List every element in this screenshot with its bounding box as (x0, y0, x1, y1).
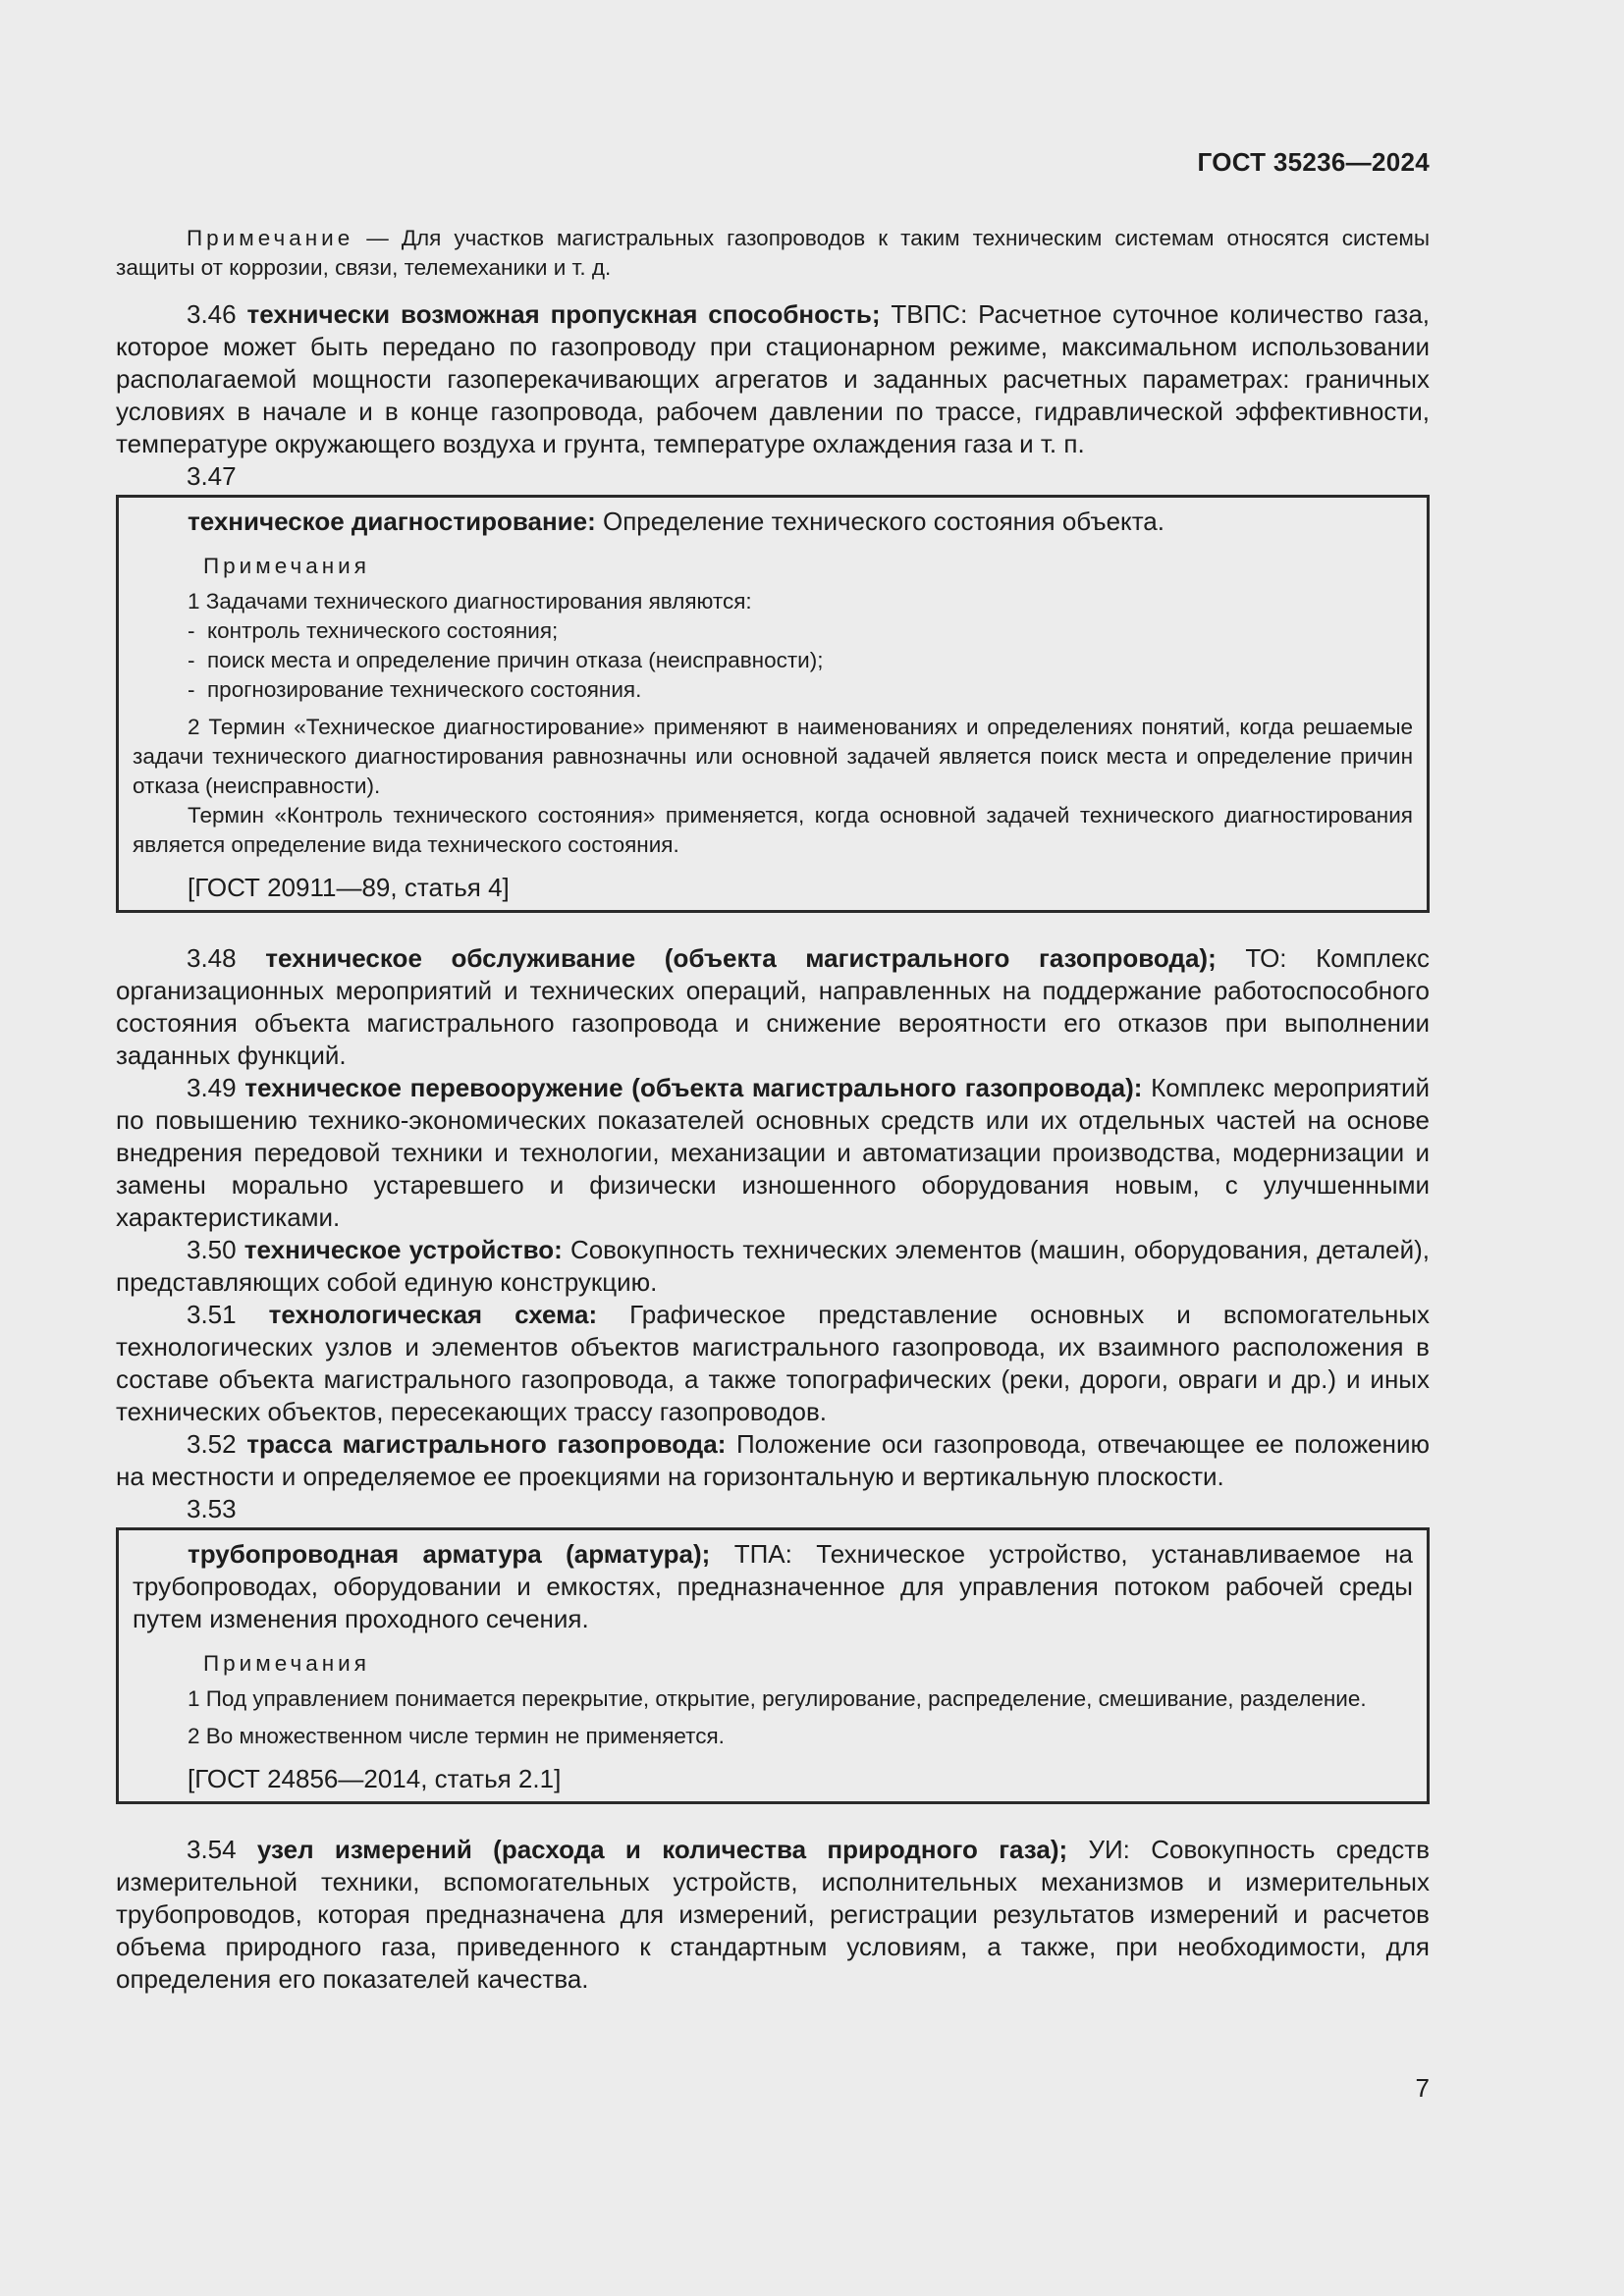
term-name: узел измерений (расхода и количества природного газа); (256, 1835, 1068, 1864)
term-definition: УИ: Совокупность средств измерительной техники, вспомогательных устройств, исполнительных механизмов и измерительных трубопроводов, которая предназначена для измерений, регистрации результатов измерений и расчетов объема природного газа, приведенного к стандартным условиям, а также, при необходимости, для определения его показателей качества. (116, 1835, 1431, 1994)
term-number: 3.49 (187, 1073, 245, 1102)
term-3-46 (116, 298, 1430, 460)
term-definition: Совокупность технических элементов (машин, оборудования, деталей), представляющих собой единую конструкцию. (116, 1235, 1430, 1297)
term-3-49 (116, 1072, 1430, 1234)
term-3-54 (116, 1834, 1430, 1996)
note-2: 2 Во множественном числе термин не применяется. (188, 1724, 725, 1748)
note-text: — Для участков магистральных газопроводов к таким техническим системам относятся системы защиты от коррозии, связи, телемеханики и т. д. (116, 226, 1430, 280)
term-definition: Положение оси газопровода, отвечающее ее положению на местности и определяемое ее проекциями на горизонтальную и вертикальную плоскости. (116, 1429, 1431, 1491)
term-name: техническое диагностирование: (188, 507, 596, 536)
source-reference: [ГОСТ 20911—89, статья 4] (188, 873, 510, 902)
term-definition: Определение технического состояния объекта. (595, 507, 1164, 536)
term-number: 3.54 (187, 1835, 257, 1864)
note-1-item-text: прогнозирование технического состояния. (207, 677, 642, 702)
term-definition: Комплекс мероприятий по повышению технико-экономических показателей основных средств или их отдельных частей на основе внедрения передовой техники и технологии, механизации и автоматизации производства, модернизации и замены морально устаревшего и физически изношенного оборудования новым, с улучшенными характеристиками. (116, 1073, 1430, 1232)
term-name: трасса магистрального газопровода: (246, 1429, 727, 1459)
term-number: 3.52 (187, 1429, 247, 1459)
dash-mark: - (188, 618, 195, 643)
note-1: 1 Под управлением понимается перекрытие, открытие, регулирование, распределение, смешивание, разделение. (188, 1686, 1367, 1711)
term-3-53-number: 3.53 (187, 1494, 237, 1523)
note-label: Примечание (187, 226, 354, 250)
dash-mark: - (188, 677, 195, 702)
note-1-item (133, 675, 1413, 705)
term-3-52 (116, 1428, 1430, 1493)
note-1-item (133, 646, 1413, 675)
term-3-50 (116, 1234, 1430, 1299)
term-number: 3.48 (187, 943, 266, 973)
term-3-51 (116, 1299, 1430, 1428)
term-number: 3.51 (187, 1300, 269, 1329)
term-number: 3.50 (187, 1235, 244, 1264)
term-3-53 (133, 1538, 1413, 1635)
source-reference: [ГОСТ 24856—2014, статья 2.1] (188, 1764, 562, 1793)
term-name: трубопроводная арматура (арматура); (188, 1539, 711, 1569)
quoted-term-box-3-47 (116, 495, 1430, 913)
term-3-48 (116, 942, 1430, 1072)
note-top (116, 224, 1430, 283)
notes-label: Примечания (203, 554, 370, 578)
term-name: техническое обслуживание (объекта магистрального газопровода); (265, 943, 1217, 973)
quoted-term-box-3-53 (116, 1527, 1430, 1804)
term-definition: ТО: Комплекс организационных мероприятий и технических операций, направленных на поддержание работоспособного состояния объекта магистрального газопровода и снижение вероятности его отказов при выполнении заданных функций. (116, 943, 1430, 1070)
note-1-intro: 1 Задачами технического диагностирования являются: (188, 589, 752, 614)
standard-number: ГОСТ 35236—2024 (1197, 147, 1430, 177)
term-name: техническое перевооружение (объекта магистрального газопровода): (244, 1073, 1143, 1102)
term-definition: ТВПС: Расчетное суточное количество газа, которое может быть передано по газопроводу при стационарном режиме, максимальном использовании располагаемой мощности газоперекачивающих агрегатов и заданных расчетных параметрах: граничных условиях в начале и в конце газопровода, рабочем давлении по трассе, гидравлической эффективности, температуре окружающего воздуха и грунта, температуре охлаждения газа и т. п. (116, 299, 1430, 458)
page-number: 7 (1415, 2073, 1430, 2103)
term-3-47 (133, 506, 1413, 538)
term-definition: ТПА: Техническое устройство, устанавливаемое на трубопроводах, оборудовании и емкостях, предназначенное для управления потоком рабочей среды путем изменения проходного сечения. (133, 1539, 1413, 1633)
note-1-item (133, 616, 1413, 646)
dash-mark: - (188, 648, 195, 672)
note-2-continued: Термин «Контроль технического состояния» применяется, когда основной задачей технического диагностирования является определение вида технического состояния. (133, 803, 1413, 857)
note-1-item-text: контроль технического состояния; (207, 618, 559, 643)
document-body (116, 224, 1430, 1996)
term-number: 3.46 (187, 299, 247, 329)
term-definition: Графическое представление основных и вспомогательных технологических узлов и элементов объектов магистрального газопровода, их взаимного расположения в составе объекта магистрального газопровода, а также топографических (реки, дороги, овраги и др.) и иных технических объектов, пересекающих трассу газопроводов. (116, 1300, 1431, 1426)
note-2: 2 Термин «Техническое диагностирование» применяют в наименованиях и определениях понятий, когда решаемые задачи технического диагностирования равнозначны или основной задачей является поиск места и определение причин отказа (неисправности). (133, 715, 1413, 798)
notes-label: Примечания (203, 1651, 370, 1676)
term-3-47-number: 3.47 (187, 461, 237, 491)
term-name: технически возможная пропускная способность; (246, 299, 881, 329)
term-name: технологическая схема: (268, 1300, 598, 1329)
note-1-item-text: поиск места и определение причин отказа (неисправности); (207, 648, 824, 672)
term-name: техническое устройство: (244, 1235, 563, 1264)
